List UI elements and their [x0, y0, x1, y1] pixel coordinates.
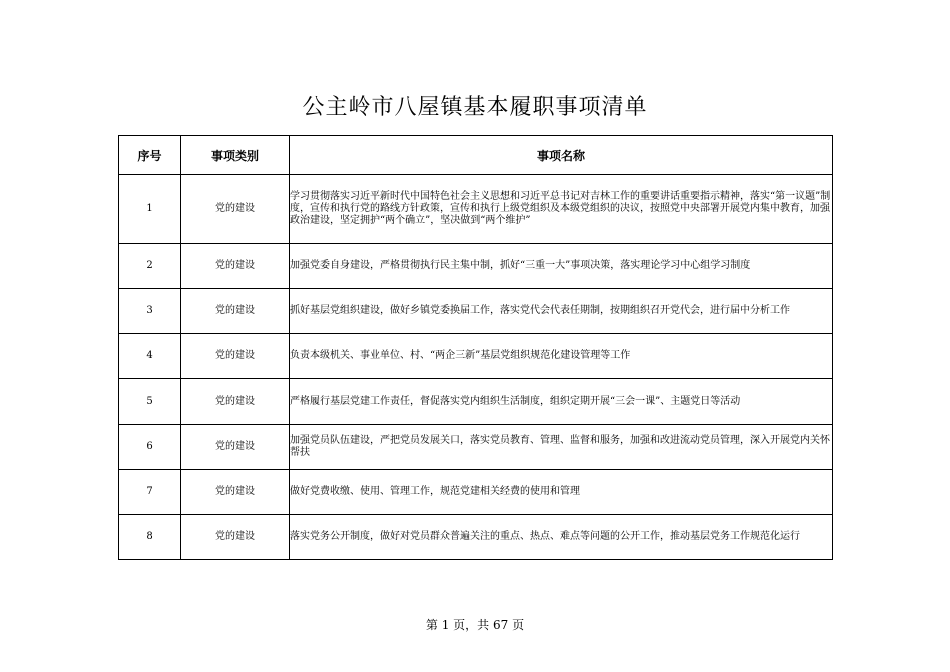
- row-item-name: 抓好基层党组织建设，做好乡镇党委换届工作，落实党代会代表任期制，按期组织召开党代会，进行届中分析工作: [290, 289, 833, 334]
- row-serial-no: 8: [119, 515, 181, 560]
- header-item-name: 事项名称: [290, 136, 833, 175]
- page-number-footer: 第 1 页，共 67 页: [425, 618, 525, 632]
- row-item-name: 做好党费收缴、使用、管理工作，规范党建相关经费的使用和管理: [290, 470, 833, 515]
- page-title: 公主岭市八屋镇基本履职事项清单: [302, 95, 648, 120]
- header-category: 事项类别: [181, 136, 290, 175]
- table-row: [119, 289, 833, 334]
- row-category: 党的建设: [181, 425, 290, 470]
- table-row: [119, 334, 833, 379]
- row-item-name: 学习贯彻落实习近平新时代中国特色社会主义思想和习近平总书记对吉林工作的重要讲话重要指示精神，落实“第一议题”制度，宣传和执行党的路线方针政策，宣传和执行上级党组织及本级党组织的决议，按照党中央部署开展党内集中教育，加强政治建设，坚定拥护“两个确立”，坚决做到“两个维护”: [290, 175, 833, 244]
- table-row: [119, 470, 833, 515]
- row-serial-no: 3: [119, 289, 181, 334]
- table-row: [119, 425, 833, 470]
- row-category: 党的建设: [181, 470, 290, 515]
- row-category: 党的建设: [181, 515, 290, 560]
- row-serial-no: 6: [119, 425, 181, 470]
- row-serial-no: 5: [119, 379, 181, 425]
- row-category: 党的建设: [181, 244, 290, 289]
- row-serial-no: 1: [119, 175, 181, 244]
- row-item-name: 负责本级机关、事业单位、村、“两企三新”基层党组织规范化建设管理等工作: [290, 334, 833, 379]
- row-category: 党的建设: [181, 289, 290, 334]
- table-row: [119, 244, 833, 289]
- table-row: [119, 175, 833, 244]
- row-serial-no: 2: [119, 244, 181, 289]
- table-row: [119, 515, 833, 560]
- row-category: 党的建设: [181, 334, 290, 379]
- row-item-name: 加强党委自身建设，严格贯彻执行民主集中制，抓好“三重一大”事项决策，落实理论学习中心组学习制度: [290, 244, 833, 289]
- row-serial-no: 7: [119, 470, 181, 515]
- row-item-name: 严格履行基层党建工作责任，督促落实党内组织生活制度，组织定期开展“三会一课”、主题党日等活动: [290, 379, 833, 425]
- table-header-row: [119, 136, 833, 175]
- row-category: 党的建设: [181, 379, 290, 425]
- row-category: 党的建设: [181, 175, 290, 244]
- row-item-name: 加强党员队伍建设，严把党员发展关口，落实党员教育、管理、监督和服务，加强和改进流动党员管理，深入开展党内关怀帮扶: [290, 425, 833, 470]
- row-serial-no: 4: [119, 334, 181, 379]
- table-row: [119, 379, 833, 425]
- header-serial-no: 序号: [119, 136, 181, 175]
- duties-table: [118, 135, 833, 560]
- row-item-name: 落实党务公开制度，做好对党员群众普遍关注的重点、热点、难点等问题的公开工作，推动基层党务工作规范化运行: [290, 515, 833, 560]
